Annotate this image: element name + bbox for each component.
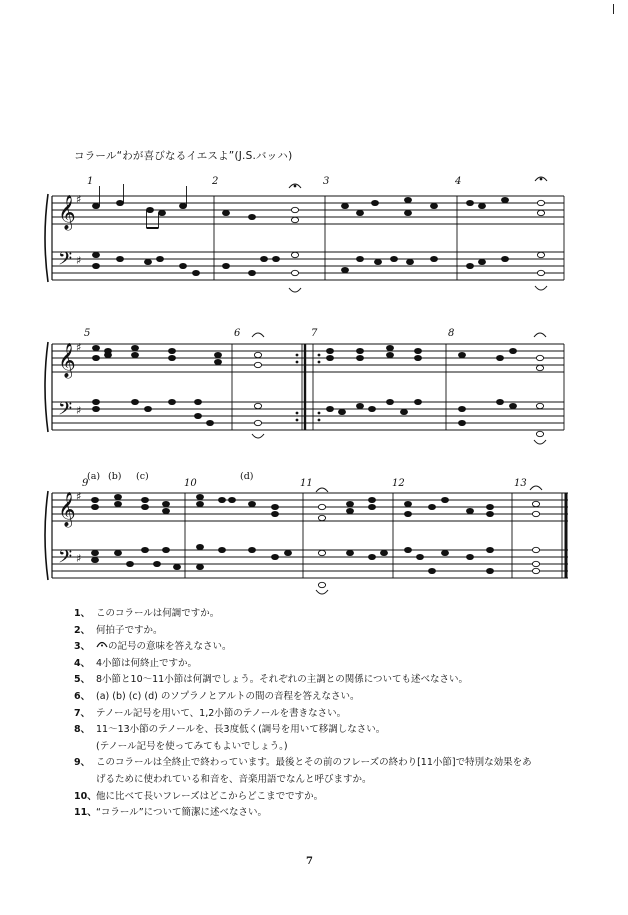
svg-text:♯: ♯ <box>76 490 82 503</box>
measure-number: 3 <box>323 176 330 187</box>
fermata-icon <box>289 288 301 292</box>
svg-text:♯: ♯ <box>76 404 82 417</box>
question-text: (a) (b) (c) (d) のソプラノとアルトの間の音程を答えなさい。 <box>96 690 360 702</box>
question-number: 11、 <box>74 807 97 819</box>
question-item <box>74 755 614 772</box>
question-text: 4小節は何終止ですか。 <box>96 657 198 669</box>
treble-clef-icon: 𝄞 <box>58 343 76 378</box>
fermata-icon <box>252 333 264 337</box>
question-number: 3、 <box>74 641 91 653</box>
question-continuation <box>74 739 614 756</box>
treble-clef-icon: 𝄞 <box>58 492 76 527</box>
question-number: 10、 <box>74 790 97 802</box>
measure-number: 2 <box>212 176 219 187</box>
fermata-icon <box>96 639 108 648</box>
question-text: 11～13小節のテノールを、長3度低く(調号を用いて移調しなさい。 <box>96 724 386 736</box>
measure-number: 8 <box>448 328 455 339</box>
measure-number: 10 <box>184 478 197 489</box>
score-system-3 <box>0 468 628 598</box>
measure-number: 7 <box>311 328 318 339</box>
question-number: 8、 <box>74 724 91 736</box>
question-text: このコラールは全終止で終わっています。最後とその前のフレーズの終わり[11小節]で特別な効果をあ <box>96 757 532 769</box>
bass-clef-icon: 𝄢 <box>58 547 73 572</box>
question-item <box>74 689 614 706</box>
question-number: 6、 <box>74 690 91 702</box>
question-item <box>74 606 614 623</box>
page-edge-mark <box>613 4 614 14</box>
page-number: 7 <box>306 856 313 867</box>
question-number <box>74 772 96 789</box>
question-item <box>74 623 614 640</box>
measure-number: 11 <box>300 478 313 489</box>
question-number <box>74 739 96 756</box>
question-item <box>74 722 614 739</box>
measure-number: 12 <box>392 478 405 489</box>
question-item <box>74 706 614 723</box>
svg-text:♯: ♯ <box>76 193 82 206</box>
fermata-icon <box>534 440 546 444</box>
chorale-title: コラール“わが喜びなるイエスよ”(J.S.バッハ) <box>74 150 293 162</box>
interval-label: (b) <box>108 471 122 482</box>
question-number: 1、 <box>74 608 91 619</box>
measure-number: 9 <box>82 478 89 489</box>
question-number: 7、 <box>74 707 91 719</box>
question-number: 5、 <box>74 674 91 686</box>
fermata-icon <box>534 333 546 337</box>
fermata-icon <box>535 286 547 290</box>
question-text: 他に比べて長いフレーズはどこからどこまでですか。 <box>96 790 324 802</box>
measure-number: 4 <box>455 176 462 187</box>
question-item <box>74 789 614 806</box>
question-item <box>74 805 614 822</box>
question-text: 何拍子ですか。 <box>96 624 163 636</box>
bass-clef-icon: 𝄢 <box>58 249 73 274</box>
interval-label: (a) <box>87 471 101 482</box>
fermata-icon <box>252 434 264 438</box>
treble-clef-icon: 𝄞 <box>58 195 76 230</box>
question-continuation <box>74 772 614 789</box>
svg-text:♯: ♯ <box>76 341 82 354</box>
bass-clef-icon: 𝄢 <box>58 399 73 424</box>
svg-text:♯: ♯ <box>76 254 82 267</box>
interval-label: (d) <box>240 471 254 482</box>
fermata-icon <box>316 590 328 594</box>
measure-number: 1 <box>87 176 94 187</box>
question-text: (テノール記号を使ってみてもよいでしょう。) <box>96 740 288 752</box>
question-text: の記号の意味を答えなさい。 <box>108 641 232 653</box>
question-number: 4、 <box>74 657 91 669</box>
measure-number: 5 <box>84 328 91 339</box>
question-text: 8小節と10～11小節は何調でしょう。それぞれの主調との関係についても述べなさい。 <box>96 674 469 686</box>
question-number: 9、 <box>74 757 91 769</box>
question-item <box>74 656 614 673</box>
measure-number: 6 <box>234 328 241 339</box>
svg-text:♯: ♯ <box>76 552 82 565</box>
question-text: このコラールは何調ですか。 <box>96 608 220 619</box>
question-text: テノール記号を用いて、1,2小節のテノールを書きなさい。 <box>96 707 347 719</box>
interval-label: (c) <box>136 471 149 482</box>
fermata-icon <box>530 486 542 490</box>
question-text: “コラール”について簡潔に述べなさい。 <box>96 807 267 819</box>
question-item <box>74 672 614 689</box>
fermata-icon <box>316 488 328 492</box>
score-system-1 <box>0 170 628 295</box>
question-text: げるために使われている和音を、音楽用語でなんと呼びますか。 <box>96 773 372 785</box>
question-number: 2、 <box>74 624 91 636</box>
question-list <box>74 606 614 822</box>
measure-number: 13 <box>514 478 527 489</box>
question-item <box>74 639 614 656</box>
score-system-2 <box>0 322 628 447</box>
